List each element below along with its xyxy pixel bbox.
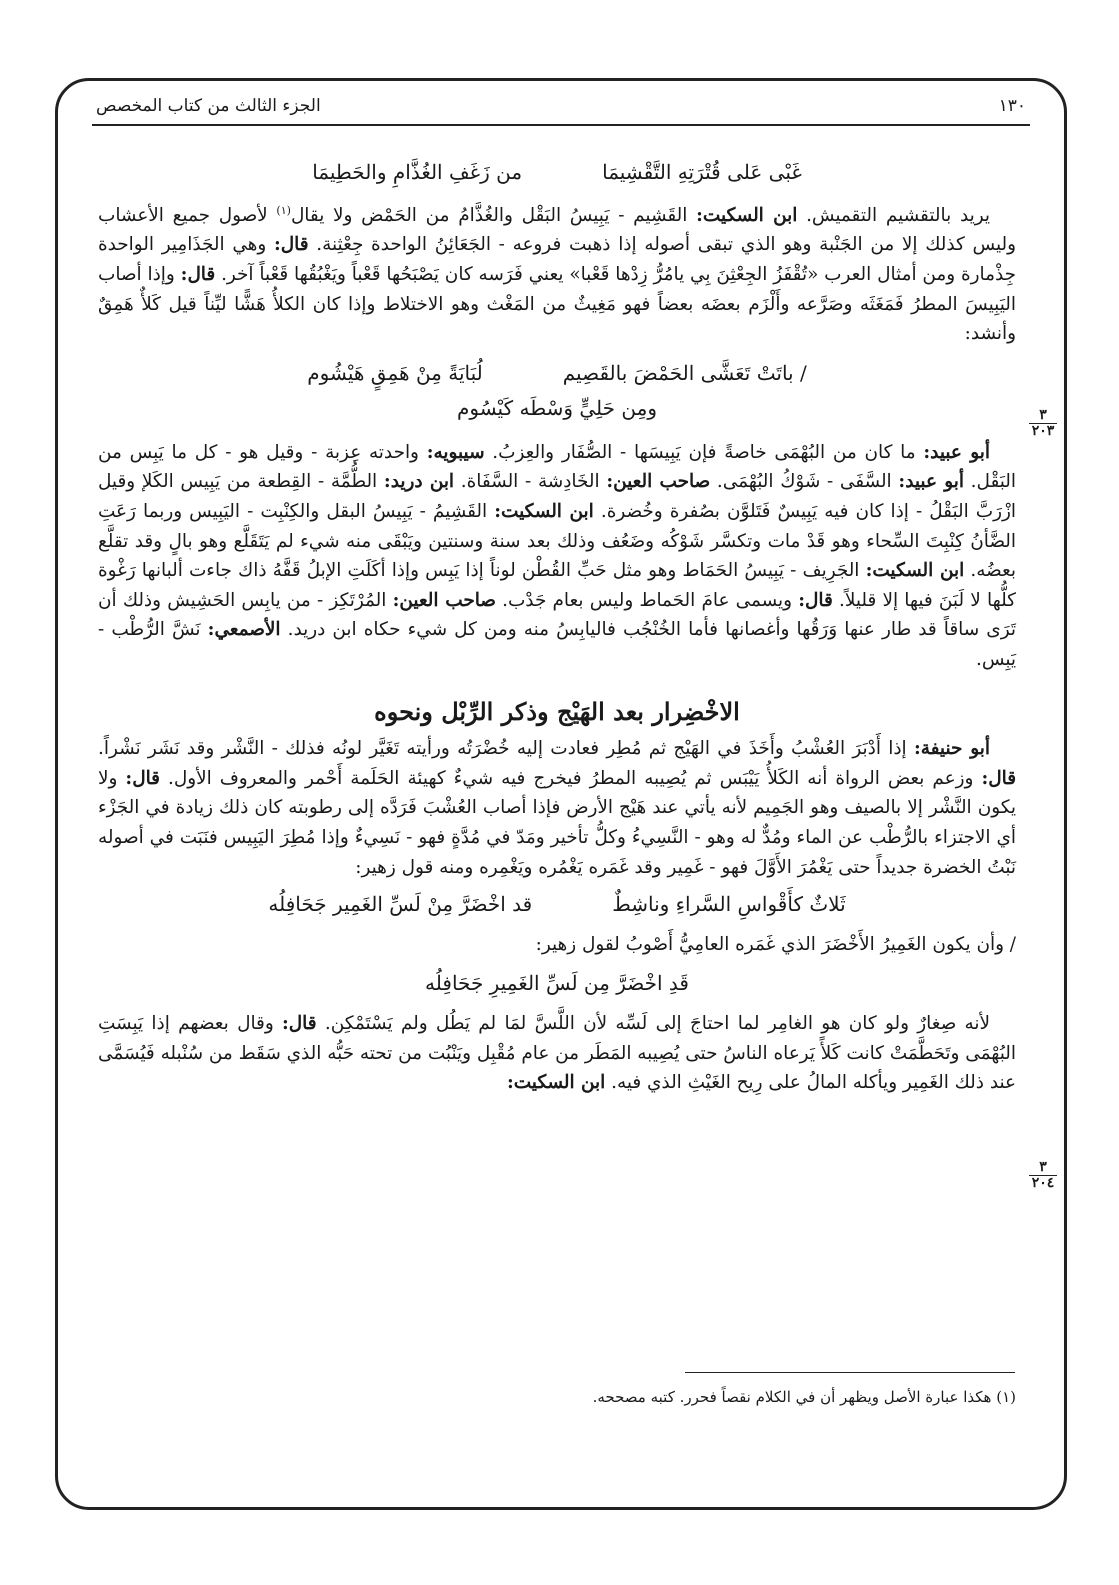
verse: قَدِ اخْضَرَّ مِن لَسِّ الغَمِيرِ جَحَافِلُه	[425, 971, 689, 996]
verse-hemistich: / باتَتْ تَعَشَّى الحَمْضَ بالقَصِيم	[562, 360, 807, 385]
running-head: الجزء الثالث من كتاب المخصص	[96, 96, 321, 116]
margin-page-ref: ٣ ٢٠٣	[1029, 408, 1057, 439]
verse	[98, 359, 1016, 389]
verse	[98, 158, 1016, 188]
page-header	[92, 92, 1030, 126]
verse	[98, 890, 1016, 920]
margin-page-ref: ٣ ٢٠٤	[1029, 1160, 1057, 1191]
footnote-ref: (١)	[276, 203, 291, 217]
verse: ومِن حَلِيٍّ وَسْطَه كَيْسُوم	[457, 396, 657, 421]
paragraph: / وأن يكون الغَمِيرُ الأَخْضَرَ الذي غَمَره العامِيُّ أَصْوبُ لقول زهير:	[535, 933, 1016, 955]
verse-hemistich: من زَغَفِ الغُذَّامِ والحَطِيمَا	[312, 160, 523, 184]
section-heading: الاخْضِرار بعد الهَيْج وذكر الرِّبْل ونحوه	[374, 696, 740, 726]
verse-hemistich: غَبْى عَلى قُتْرَتِهِ التَّقْشِيمَا	[602, 160, 802, 184]
main-text	[98, 150, 1016, 1098]
page-number: ١٣٠	[998, 96, 1026, 116]
paragraph: يريد بالتقشيم التقميش. ابن السكيت: القَشِيم - يَبِيسُ البَقْل والغُذَّامُ من الحَمْض ولا يقال$^{(١)}$ لأصول جميع الأعشاب وليس كذلك إلا من الجَنْبة وهو الذي تبقى أصوله إذا ذهبت فروعه - الجَعَائِنُ الواحدة جِعْثِنة. قال: وهي الجَذَامِير الواحدة جِذْمارة ومن أمثال العرب «تُقْفَزُ الجِعْثِنَ بِي يامُرُّ زِدْها قَعْبا» يعني فَرَسه كان يَصْبَحُها قَعْباً ويَغْبُقُها قَعْباً آخر. قال: وإذا أصاب اليَبِيسَ المطرُ فَمَغَثَه وصَرَّعه وأَلْزَم بعضَه بعضاً فهو مَغِيثٌ من المَغْث وهو الاختلاط وإذا كان الكلأُ هَشًّا ليِّناً قيل كَلأٌ هَمِقٌ وأنشد:	[98, 203, 1016, 345]
paragraph: أبو عبيد: ما كان من البُهْمَى خاصةً فإن يَبِيسَها - الصُّفَار والعِزبُ. سيبويه: واحدته عِزبة - وقيل هو - كل ما يَبِس من البَقْل. أبو عبيد: السَّفَى - شَوْكُ البُهْمَى. صاحب العين: الخَادِشة - السَّفَاة. ابن دريد: الطُّمَّة - القِطعة من يَبِيس الكَلإ وقيل ازْرَبَّ البَقْلُ - إذا كان فيه يَبِيسٌ فَتَلوَّن بصُفرة وخُضرة. ابن السكيت: القَشِيمُ - يَبِيسُ البقل والكِنْبِت - اليَبِيس وربما رَعَتِ الضَّأنُ كِنْبِتَ السِّحاء وهو قَدْ مات وتكسَّر شَوْكُه وضَعُف وذلك بعد سنة وسنتين ويَبْقَى منه شيء لم يَتَقَلَّع وهو بالٍ وقد تقلَّع بعضُه. ابن السكيت: الجَرِيف - يَبِيسُ الحَمَاط وهو مثل حَبِّ القُطْن لوناً إذا يَبِس وإذا أكَلَتِ الإبلُ قَفَّهُ ذاك جاءت ألبانها رَغْوة كلُّها لا لَبَنَ فيها إلا قليلاً. قال: ويسمى عامَ الحَماط وليس بعام جَدْب. صاحب العين: المُرْتَكِز - من يابِس الحَشِيش وذلك أن تَرَى ساقاً قد طار عنها وَرَقُها وأغصانها فأما الخُنْجُب فاليابِسُ منه ومن كل شيء حكاه ابن دريد. الأصمعي: نَشَّ الرُّطْب - يَبِس.	[98, 441, 1017, 671]
author-label: قال:	[180, 263, 216, 285]
verse-hemistich: لُبَايَةً مِنْ هَمِقٍ هَيْشُوم	[307, 360, 483, 385]
footnote: (١) هكذا عبارة الأصل ويظهر أن في الكلام نقصاً فحرر. كتبه مصححه.	[592, 1388, 1016, 1406]
paragraph: أبو حنيفة: إذا أَدْبَرَ العُشْبُ وأَخَذَ في الهَيْج ثم مُطِر فعادت إليه خُضْرَتُه ورأيته تَغَيَّر لونُه فذلك - النَّشْر وقد نَشَر نَشْراً. قال: وزعم بعض الرواة أنه الكَلأُ يَيْبَس ثم يُصِيبه المطرُ فيخرج فيه شيءٌ كهيئة الحَلَمة أَحْمر والمعروف الأول. قال: ولا يكون النَّشْر إلا بالصيف وهو الجَمِيم لأنه يأتي عند هَيْج الأرض فإذا أصاب العُشْبَ فَرَدَّه إلى رطوبته كان ذلك زيادة في الجَزْء أي الاجتزاء بالرُّطْب عن الماء ومُدٌّ له وهو - النَّسِيءُ وكلُّ تأخير ومَدّ في مُدَّةٍ فهو - نَسِيءٌ وإذا مُطِرَ اليَبِيس فنَبَت في أصوله نَبْتُ الخضرة جديداً حتى يَغْمُرَ الأَوَّلَ فهو - غَمِير وقد غَمَره يَغْمُره ويَغْمِره ومنه قول زهير:	[98, 738, 1016, 878]
author-label: قال:	[273, 234, 309, 256]
verse-hemistich: قد اخْضَرَّ مِنْ لَسِّ الغَمِير جَحَافِلُه	[268, 892, 533, 917]
paragraph: لأنه صِغارٌ ولو كان هو الغامِر لما احتاجَ إلى لَسِّه لأن اللَّسَّ لمَا لم يَطُل ولم يَسْتَمْكِن. قال: وقال بعضهم إذا يَبِسَتِ البُهْمَى وتَحَطَّمَتْ كانت كَلأً يَرعاه الناسُ حتى يُصِيبه المَطَر من عام مُقْبِل ويَنْبُت من تحته حَبُّه الذي سَقَط من سُنْبله فَيُسَمَّى عند ذلك الغَمِير ويأكله المالُ على رِيح الغَيْثِ الذي فيه. ابن السكيت:	[98, 1012, 1016, 1094]
footnote-rule	[685, 1372, 1015, 1373]
author-label: ابن السكيت:	[696, 204, 798, 226]
verse-hemistich: ثَلاثٌ كأَقْواسِ السَّراءِ وناشِطٌ	[612, 892, 846, 917]
